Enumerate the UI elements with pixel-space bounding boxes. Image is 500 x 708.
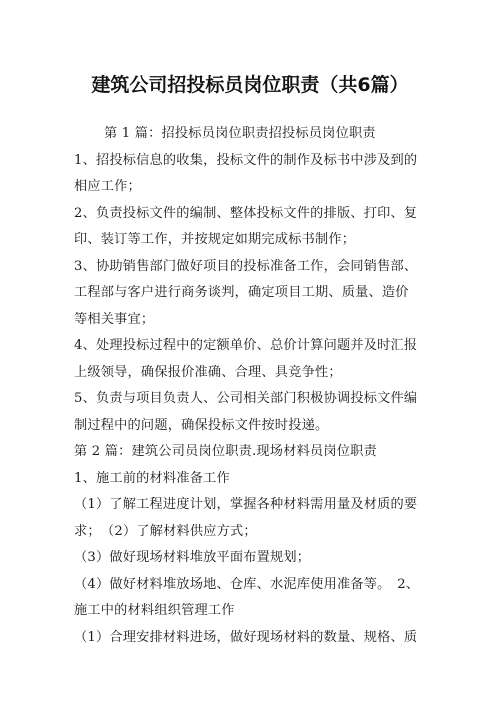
paragraph-line: 5、负责与项目负责人、公司相关部门积极协调投标文件编 xyxy=(74,391,418,406)
paragraph-line: 上级领导，确保报价准确、合理、具竞争性； xyxy=(74,365,342,380)
paragraph-line: （1）合理安排材料进场，做好现场材料的数量、规格、质 xyxy=(74,630,418,645)
paragraph-line: 施工中的材料组织管理工作 xyxy=(74,603,235,618)
paragraph-line: 等相关事宜； xyxy=(74,312,155,327)
paragraph-line: 求； （2）了解材料供应方式； xyxy=(74,524,257,539)
document-title: 建筑公司招投标员岗位职责（共6篇） xyxy=(91,74,409,96)
paragraph-line: 4、处理投标过程中的定额单价、总价计算问题并及时汇报 xyxy=(74,338,418,353)
paragraph-line: 1、施工前的材料准备工作 xyxy=(74,471,230,486)
paragraph-line: 制过程中的问题，确保投标文件按时投递。 xyxy=(74,418,329,433)
paragraph-line: 3、协助销售部门做好项目的投标准备工作，会同销售部、 xyxy=(74,259,418,274)
paragraph-line: 相应工作； xyxy=(74,179,141,194)
article-2-heading: 第 2 篇：建筑公司员岗位职责.现场材料员岗位职责 xyxy=(74,444,377,459)
paragraph-line: （1）了解工程进度计划，掌握各种材料需用量及材质的要 xyxy=(74,497,418,512)
paragraph-line: （3）做好现场材料堆放平面布置规划； xyxy=(74,550,311,565)
paragraph-line: （4）做好材料堆放场地、仓库、水泥库使用准备等。 2、 xyxy=(74,577,420,592)
paragraph-line: 1、招投标信息的收集，投标文件的制作及标书中涉及到的 xyxy=(74,153,418,168)
paragraph-line: 工程部与客户进行商务谈判，确定项目工期、质量、造价 xyxy=(74,285,409,300)
paragraph-line: 2、负责投标文件的编制、整体投标文件的排版、打印、复 xyxy=(74,206,418,221)
paragraph-line: 印、装订等工作，并按规定如期完成标书制作； xyxy=(74,232,356,247)
article-1-heading: 第 1 篇：招投标员岗位职责招投标员岗位职责 xyxy=(104,126,376,141)
